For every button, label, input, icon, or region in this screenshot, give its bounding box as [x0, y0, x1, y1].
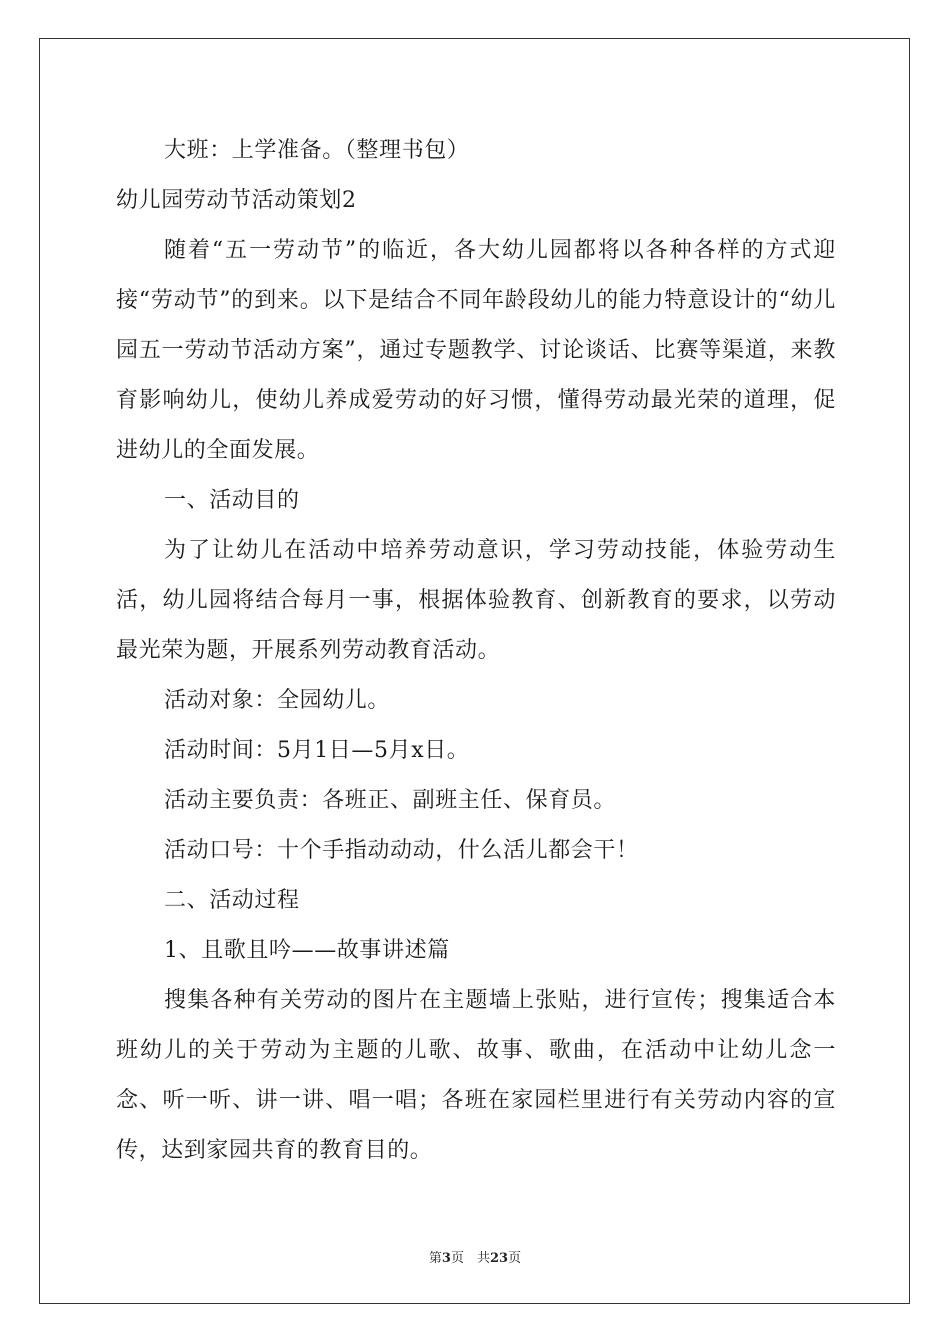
- activity-leader: 活动主要负责：各班正、副班主任、保育员。: [164, 788, 617, 813]
- document-body: [116, 126, 836, 1176]
- activity-time: 活动时间：5月1日—5月x日。: [164, 738, 470, 763]
- subsection-heading-story: 1、且歌且吟——故事讲述篇: [164, 938, 450, 963]
- activity-slogan: 活动口号：十个手指动动动，什么活儿都会干！: [164, 838, 639, 863]
- paragraph-intro: 随着“五一劳动节”的临近，各大幼儿园都将以各种各样的方式迎接“劳动节”的到来。以下是结合不同年龄段幼儿的能力特意设计的“幼儿园五一劳动节活动方案”，通过专题教学、讨论谈话、比赛等渠道，来教育影响幼儿，使幼儿养成爱劳动的好习惯，懂得劳动最光荣的道理，促进幼儿的全面发展。: [116, 238, 836, 463]
- footer-prefix: 第: [428, 1251, 442, 1266]
- footer-page-number: 3: [441, 1251, 451, 1266]
- footer-mid: 页 共: [450, 1251, 490, 1266]
- section-heading-process: 二、活动过程: [164, 888, 300, 913]
- section-heading-purpose: 一、活动目的: [164, 488, 300, 513]
- page-footer: [0, 1247, 950, 1266]
- paragraph-class-prep: 大班：上学准备。（整理书包）: [164, 138, 470, 163]
- activity-target: 活动对象：全园幼儿。: [164, 688, 391, 713]
- footer-total-pages: 23: [489, 1251, 509, 1266]
- footer-suffix: 页: [508, 1251, 522, 1266]
- paragraph-story: 搜集各种有关劳动的图片在主题墙上张贴，进行宣传；搜集适合本班幼儿的关于劳动为主题的儿歌、故事、歌曲，在活动中让幼儿念一念、听一听、讲一讲、唱一唱；各班在家园栏里进行有关劳动内容的宣传，达到家园共育的教育目的。: [116, 988, 836, 1163]
- paragraph-purpose: 为了让幼儿在活动中培养劳动意识，学习劳动技能，体验劳动生活，幼儿园将结合每月一事，根据体验教育、创新教育的要求，以劳动最光荣为题，开展系列劳动教育活动。: [116, 538, 836, 663]
- document-heading: 幼儿园劳动节活动策划2: [116, 188, 357, 213]
